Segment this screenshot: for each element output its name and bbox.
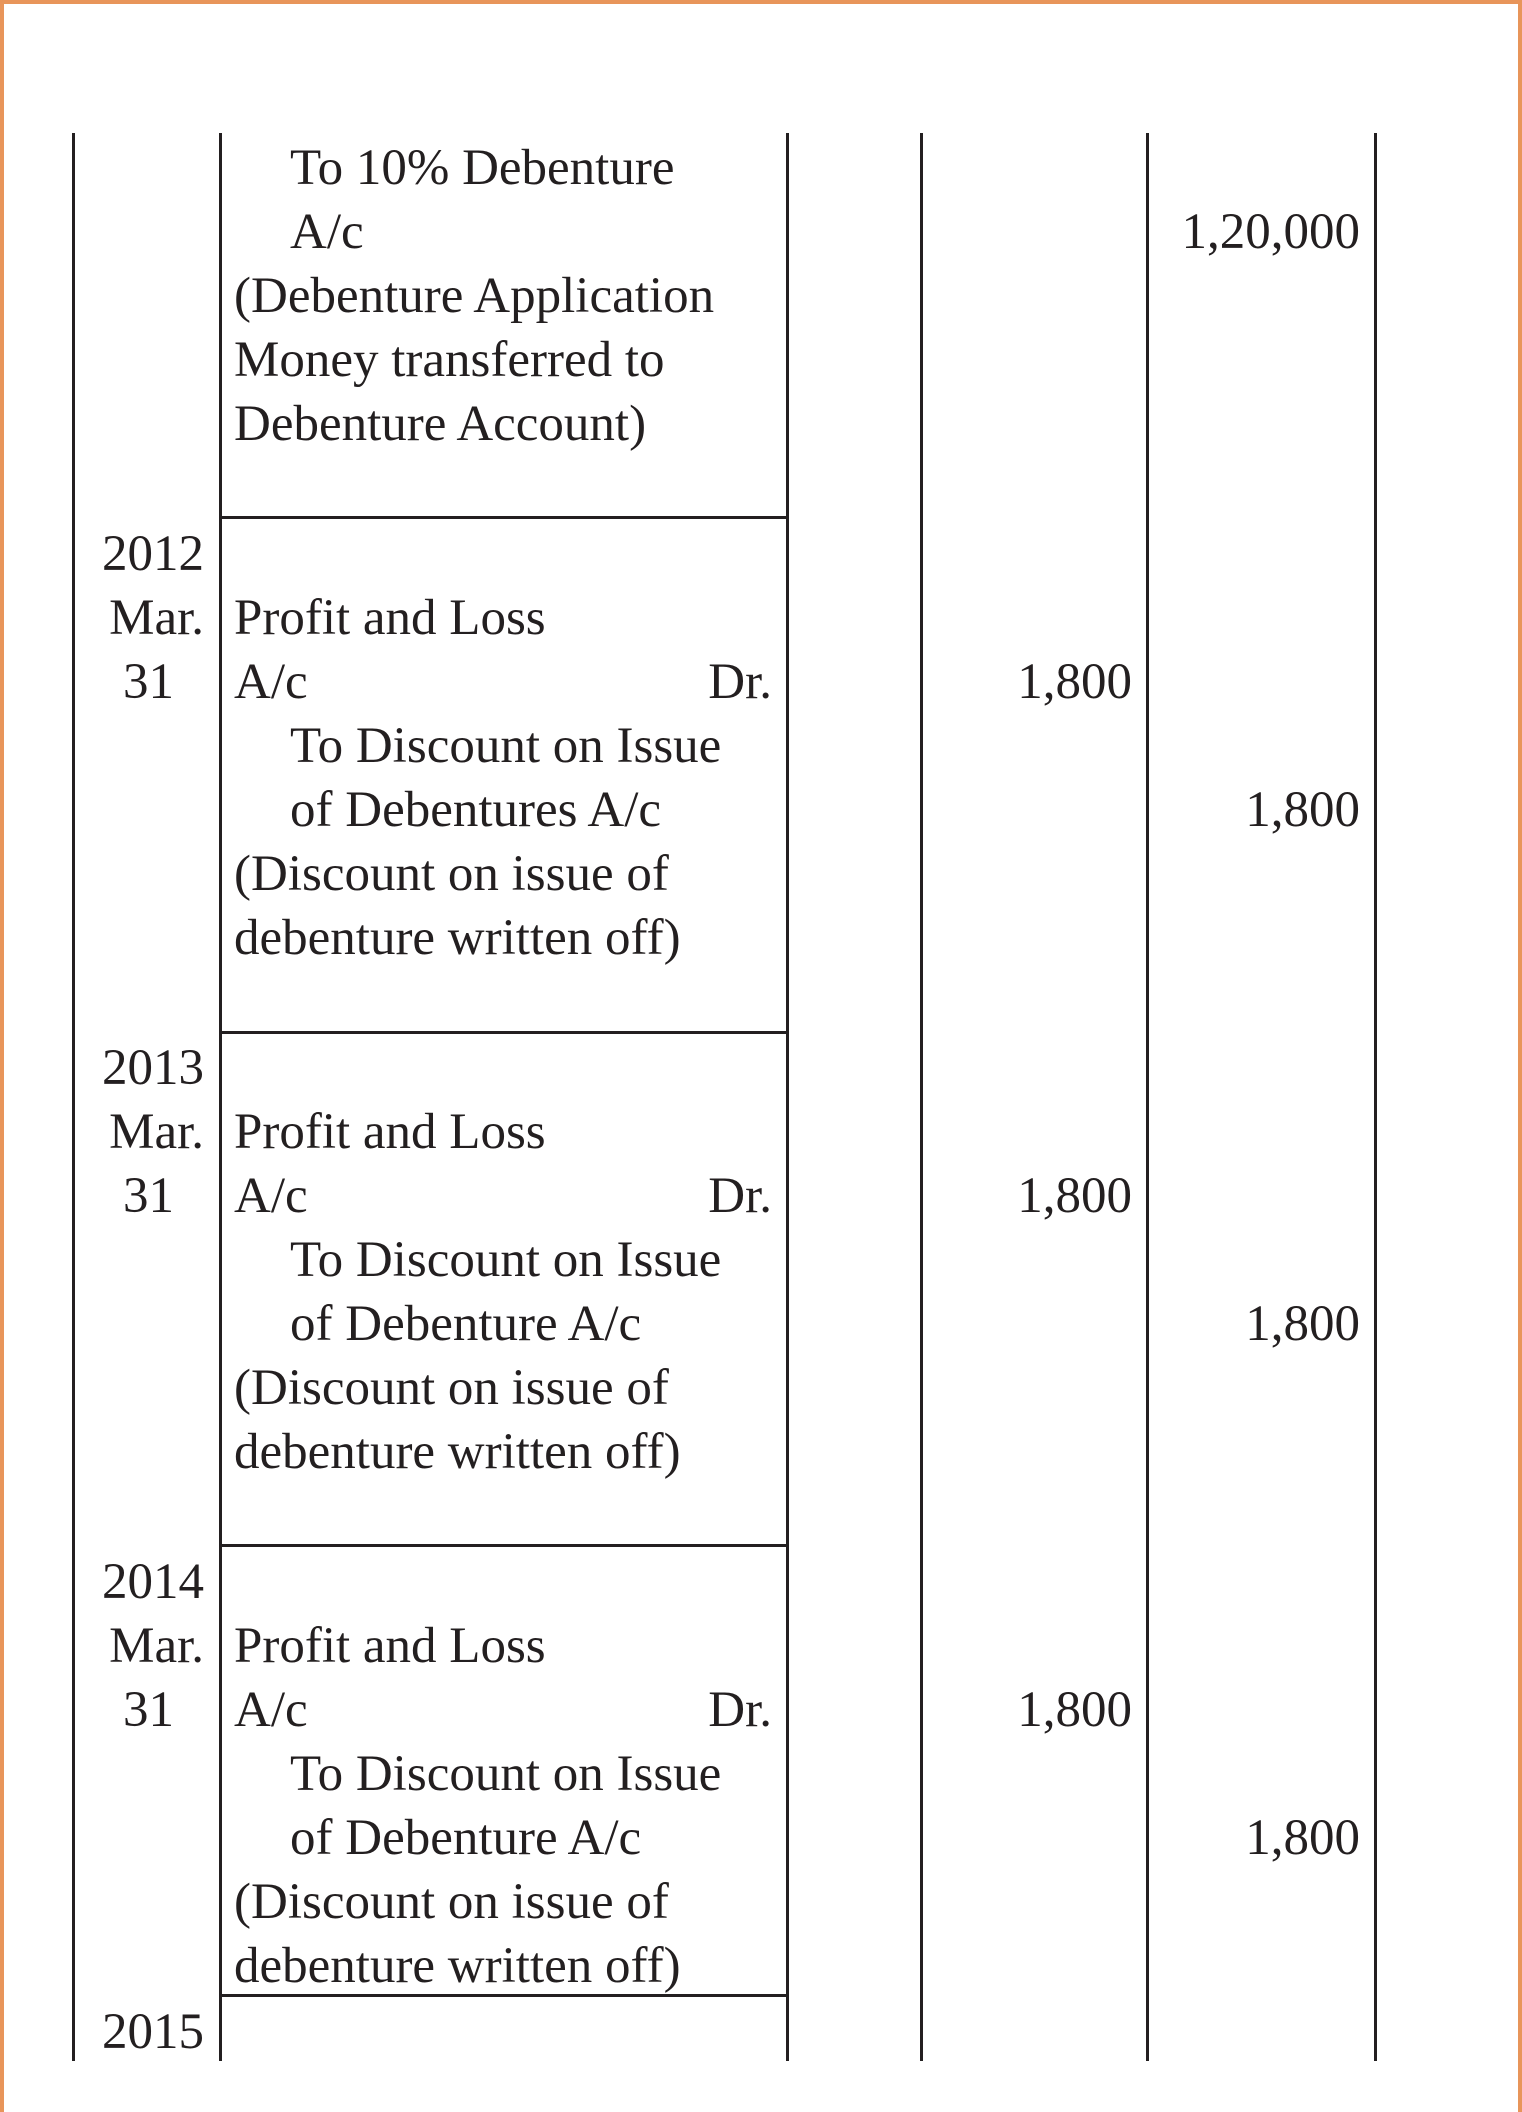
entry-separator: [219, 516, 789, 519]
credit-amount: 1,800: [1245, 1810, 1360, 1866]
credit-amount: 1,800: [1245, 1296, 1360, 1352]
entry-separator: [219, 1031, 789, 1034]
rule-date: [219, 133, 222, 2061]
narration-line: debenture written off): [234, 1424, 681, 1480]
dr-marker: Dr.: [708, 654, 772, 710]
entry-year: 2013: [102, 1040, 204, 1096]
narration-line: (Discount on issue of: [234, 1360, 669, 1416]
narration-line: (Discount on issue of: [234, 1874, 669, 1930]
narration-line: (Discount on issue of: [234, 846, 669, 902]
entry-year: 2014: [102, 1554, 204, 1610]
credit-amount: 1,800: [1245, 782, 1360, 838]
credit-account-cont: of Debenture A/c: [290, 1810, 642, 1866]
debit-amount: 1,800: [1017, 1168, 1132, 1224]
debit-account-cont: A/c: [234, 1168, 308, 1224]
credit-account-cont: of Debentures A/c: [290, 782, 662, 838]
narration-line: debenture written off): [234, 910, 681, 966]
debit-account-cont: A/c: [234, 1682, 308, 1738]
entry-year: 2012: [102, 526, 204, 582]
rule-left: [72, 133, 75, 2061]
debit-account: Profit and Loss: [234, 1104, 546, 1160]
debit-account: Profit and Loss: [234, 590, 546, 646]
narration-line: (Debenture Application: [234, 268, 715, 324]
rule-lf: [920, 133, 923, 2061]
rule-particulars: [786, 133, 789, 2061]
dr-marker: Dr.: [708, 1682, 772, 1738]
credit-account: To Discount on Issue: [290, 1232, 722, 1288]
narration-line: debenture written off): [234, 1938, 681, 1994]
dr-marker: Dr.: [708, 1168, 772, 1224]
credit-account: To Discount on Issue: [290, 718, 722, 774]
narration-line: Debenture Account): [234, 396, 647, 452]
credit-amount: 1,20,000: [1181, 204, 1360, 260]
particulars-line: A/c: [290, 204, 364, 260]
debit-amount: 1,800: [1017, 654, 1132, 710]
narration-line: Money transferred to: [234, 332, 665, 388]
particulars-line: To 10% Debenture: [290, 140, 675, 196]
debit-account-cont: A/c: [234, 654, 308, 710]
entry-month: Mar.: [109, 1104, 204, 1160]
credit-account: To Discount on Issue: [290, 1746, 722, 1802]
debit-amount: 1,800: [1017, 1682, 1132, 1738]
entry-day: 31: [123, 654, 174, 710]
rule-debit: [1146, 133, 1149, 2061]
entry-day: 31: [123, 1168, 174, 1224]
debit-account: Profit and Loss: [234, 1618, 546, 1674]
entry-separator: [219, 1544, 789, 1547]
entry-month: Mar.: [109, 590, 204, 646]
entry-month: Mar.: [109, 1618, 204, 1674]
entry-day: 31: [123, 1682, 174, 1738]
rule-credit: [1374, 133, 1377, 2061]
entry-year-2015: 2015: [102, 2004, 204, 2060]
credit-account-cont: of Debenture A/c: [290, 1296, 642, 1352]
